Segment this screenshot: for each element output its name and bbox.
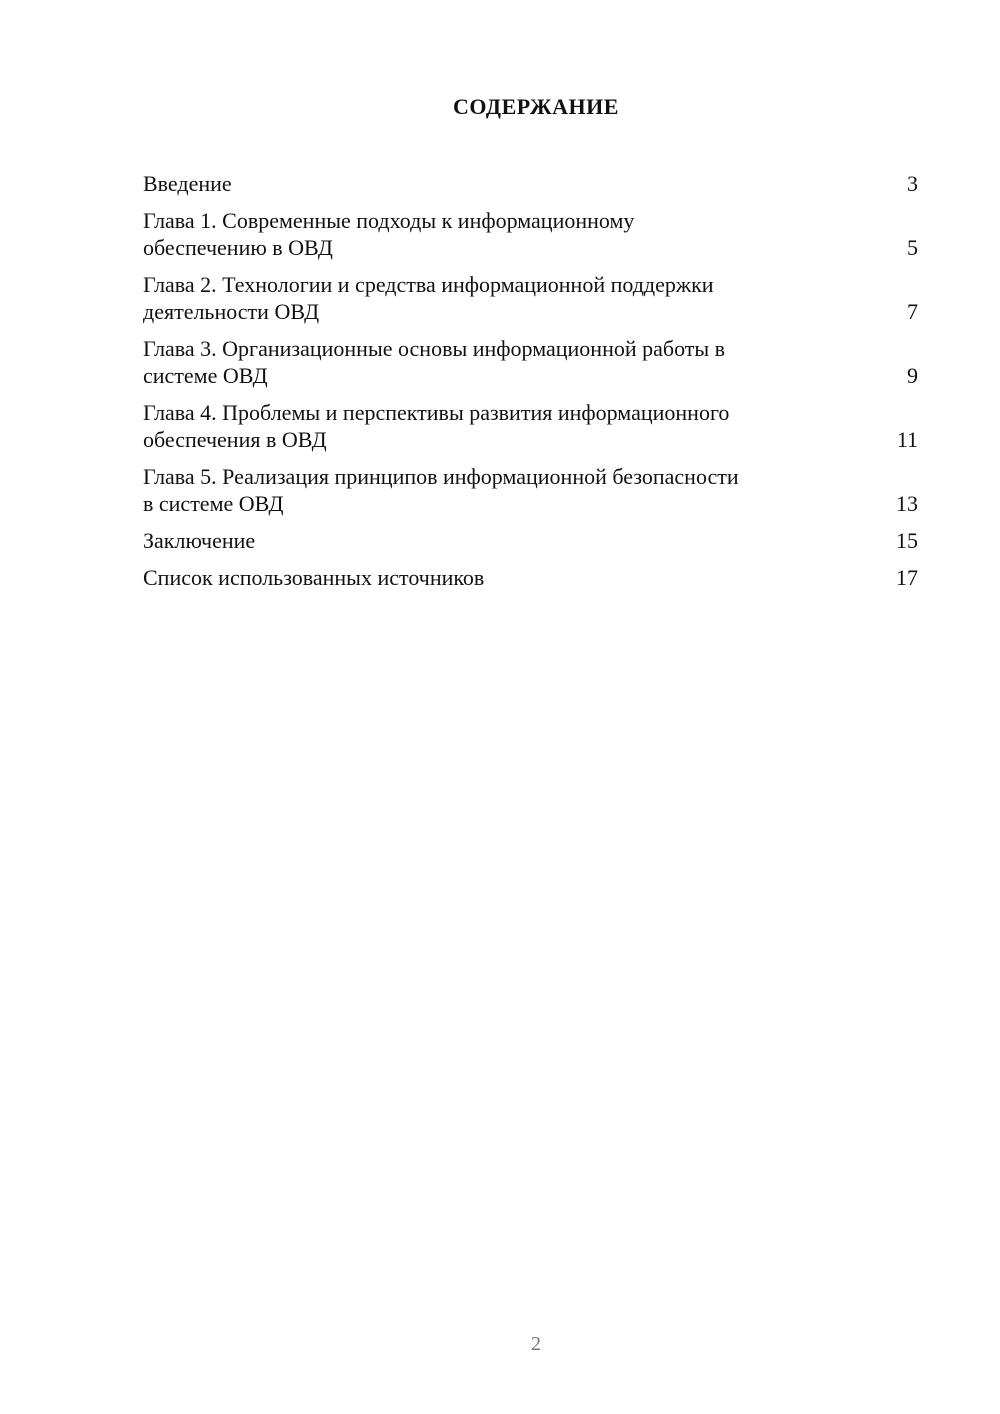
toc-entry-line: обеспечению в ОВД [143, 235, 333, 260]
toc-entry-line: обеспечения в ОВД [143, 427, 327, 452]
toc-entry-label [143, 527, 918, 554]
toc-entry-page: 15 [896, 528, 918, 553]
toc-entry-chapter-1 [143, 207, 918, 261]
toc-entry-label [143, 170, 918, 197]
toc-entry-page: 3 [907, 171, 918, 196]
toc-entry-chapter-2 [143, 271, 918, 325]
toc-entry-line: деятельности ОВД [143, 299, 320, 324]
toc-entry-line: Глава 2. Технологии и средства информационной поддержки [143, 272, 714, 297]
toc-entry-line: Список использованных источников [143, 565, 485, 590]
toc-entry-references [143, 564, 918, 591]
toc-entry-label [143, 399, 918, 453]
toc-entry-line: Глава 1. Современные подходы к информационному [143, 208, 635, 233]
toc-entry-label [143, 335, 918, 389]
toc-entry-line: в системе ОВД [143, 491, 284, 516]
toc-entry-conclusion [143, 527, 918, 554]
toc-entry-page: 9 [907, 363, 918, 388]
toc-entry-chapter-5 [143, 463, 918, 517]
toc-entry-page: 11 [896, 427, 918, 452]
toc-entry-page: 5 [907, 235, 918, 260]
toc-entry-introduction [143, 170, 918, 197]
toc-entry-label [143, 564, 918, 591]
page-number: 2 [531, 1333, 541, 1355]
toc-entry-line: Глава 3. Организационные основы информационной работы в [143, 336, 726, 361]
toc-entry-line: Заключение [143, 528, 256, 553]
toc-entry-label [143, 207, 918, 261]
table-of-contents [143, 170, 918, 601]
toc-entry-label [143, 463, 918, 517]
page-title: СОДЕРЖАНИЕ [453, 94, 619, 119]
toc-entry-page: 7 [907, 299, 918, 324]
toc-entry-line: Глава 4. Проблемы и перспективы развития информационного [143, 400, 730, 425]
toc-entry-page: 13 [896, 491, 918, 516]
toc-entry-line: Глава 5. Реализация принципов информационной безопасности [143, 464, 739, 489]
toc-entry-page: 17 [896, 565, 918, 590]
toc-entry-line: Введение [143, 171, 232, 196]
toc-entry-chapter-4 [143, 399, 918, 453]
toc-entry-chapter-3 [143, 335, 918, 389]
toc-entry-line: системе ОВД [143, 363, 268, 388]
toc-entry-label [143, 271, 918, 325]
